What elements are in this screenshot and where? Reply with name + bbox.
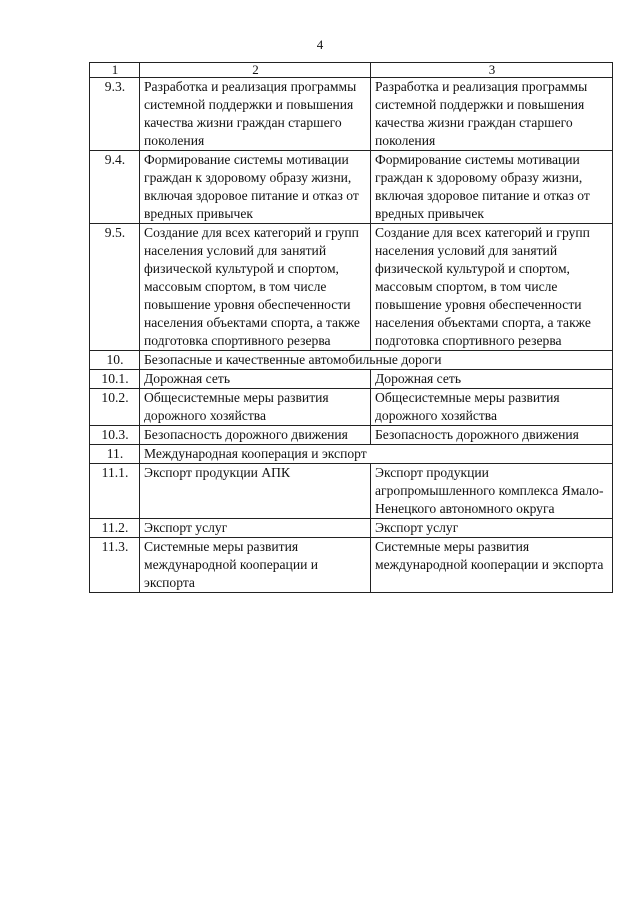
section-row bbox=[90, 445, 613, 464]
table-row bbox=[90, 78, 613, 151]
regional-project-cell: Разработка и реализация программы системной поддержки и повышения качества жизни граждан старшего поколения bbox=[140, 78, 371, 151]
projects-table bbox=[89, 62, 613, 593]
regional-project-cell: Общесистемные меры развития дорожного хозяйства bbox=[140, 389, 371, 426]
table-row bbox=[90, 538, 613, 593]
section-number: 11. bbox=[90, 445, 140, 464]
row-number: 10.1. bbox=[90, 370, 140, 389]
table-row bbox=[90, 389, 613, 426]
table-row bbox=[90, 519, 613, 538]
section-title: Безопасные и качественные автомобильные дороги bbox=[140, 351, 613, 370]
section-number: 10. bbox=[90, 351, 140, 370]
federal-project-cell: Разработка и реализация программы системной поддержки и повышения качества жизни граждан старшего поколения bbox=[371, 78, 613, 151]
table-header-row bbox=[90, 63, 613, 78]
table-row bbox=[90, 464, 613, 519]
regional-project-cell: Системные меры развития международной кооперации и экспорта bbox=[140, 538, 371, 593]
row-number: 9.5. bbox=[90, 224, 140, 351]
header-col-2: 2 bbox=[140, 63, 371, 78]
federal-project-cell: Создание для всех категорий и групп населения условий для занятий физической культурой и спортом, массовым спортом, в том числе повышение уровня обеспеченности населения объектами спорта, а также подготовка спортивного резерва bbox=[371, 224, 613, 351]
regional-project-cell: Формирование системы мотивации граждан к здоровому образу жизни, включая здоровое питание и отказ от вредных привычек bbox=[140, 151, 371, 224]
row-number: 11.1. bbox=[90, 464, 140, 519]
row-number: 9.3. bbox=[90, 78, 140, 151]
section-title: Международная кооперация и экспорт bbox=[140, 445, 613, 464]
table-row bbox=[90, 151, 613, 224]
federal-project-cell: Системные меры развития международной кооперации и экспорта bbox=[371, 538, 613, 593]
federal-project-cell: Безопасность дорожного движения bbox=[371, 426, 613, 445]
row-number: 10.2. bbox=[90, 389, 140, 426]
page-number: 4 bbox=[316, 37, 324, 52]
table-row bbox=[90, 426, 613, 445]
row-number: 11.3. bbox=[90, 538, 140, 593]
row-number: 11.2. bbox=[90, 519, 140, 538]
header-col-3: 3 bbox=[371, 63, 613, 78]
table-row bbox=[90, 370, 613, 389]
regional-project-cell: Создание для всех категорий и групп населения условий для занятий физической культурой и спортом, массовым спортом, в том числе повышение уровня обеспеченности населения объектами спорта, а также подготовка спортивного резерва bbox=[140, 224, 371, 351]
regional-project-cell: Экспорт услуг bbox=[140, 519, 371, 538]
row-number: 9.4. bbox=[90, 151, 140, 224]
regional-project-cell: Экспорт продукции АПК bbox=[140, 464, 371, 519]
row-number: 10.3. bbox=[90, 426, 140, 445]
section-row bbox=[90, 351, 613, 370]
regional-project-cell: Безопасность дорожного движения bbox=[140, 426, 371, 445]
regional-project-cell: Дорожная сеть bbox=[140, 370, 371, 389]
table-row bbox=[90, 224, 613, 351]
federal-project-cell: Экспорт продукции агропромышленного комплекса Ямало-Ненецкого автономного округа bbox=[371, 464, 613, 519]
federal-project-cell: Формирование системы мотивации граждан к здоровому образу жизни, включая здоровое питание и отказ от вредных привычек bbox=[371, 151, 613, 224]
federal-project-cell: Экспорт услуг bbox=[371, 519, 613, 538]
federal-project-cell: Дорожная сеть bbox=[371, 370, 613, 389]
header-col-1: 1 bbox=[90, 63, 140, 78]
federal-project-cell: Общесистемные меры развития дорожного хозяйства bbox=[371, 389, 613, 426]
